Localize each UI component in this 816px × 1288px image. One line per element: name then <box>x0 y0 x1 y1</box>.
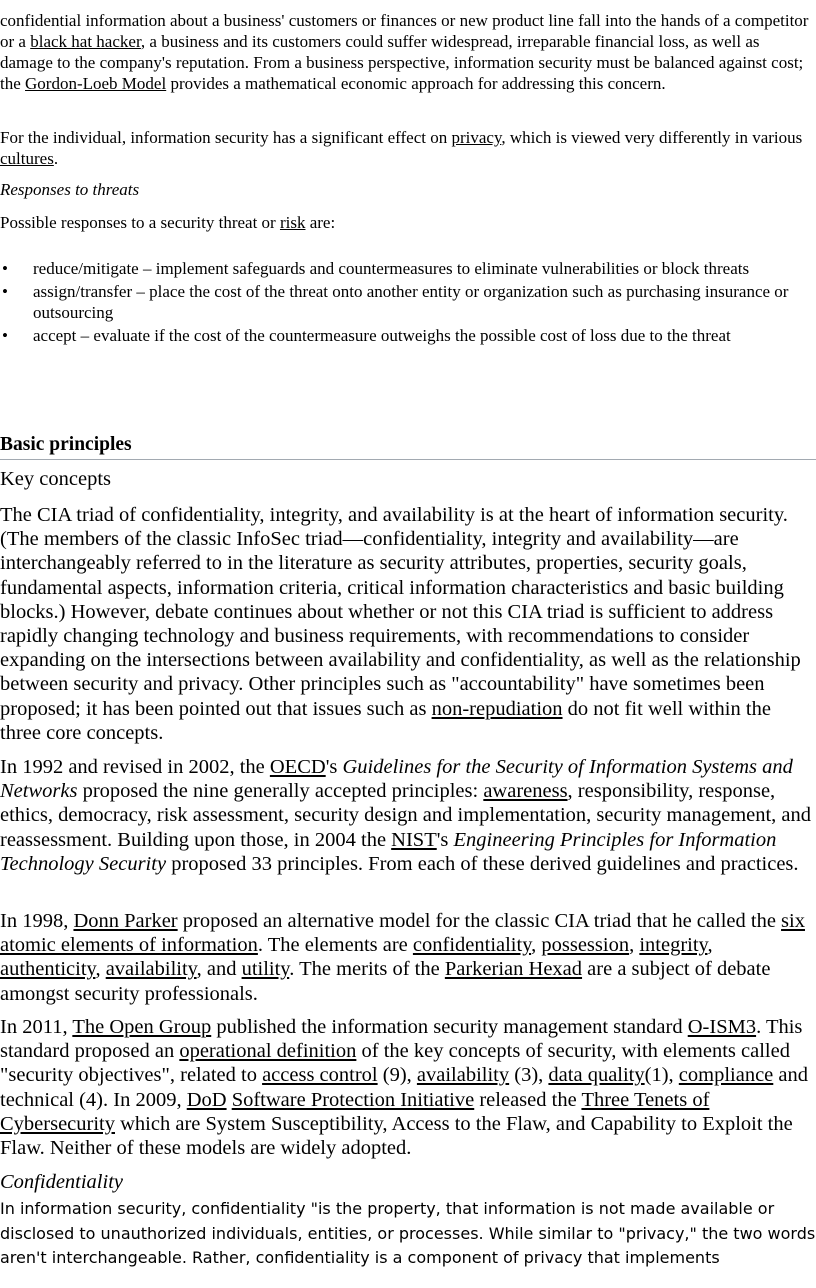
link-privacy[interactable]: privacy <box>451 128 502 147</box>
text-run: are a subject of debate amongst security professionals. <box>0 958 771 1005</box>
text-run: confidential information about a business' customers or finances or new product line fall into the hands of a competitor or a <box>0 11 809 51</box>
text-run: provides a mathematical economic approach for addressing this concern. <box>166 74 666 93</box>
text-run: 's <box>436 828 454 851</box>
link-confidentiality[interactable]: confidentiality <box>412 934 532 957</box>
text-run: proposed an alternative model for the classic CIA triad that he called the <box>177 910 782 932</box>
text-run: , a business and its customers could suffer widespread, irreparable financial loss, as well as damage to the company's reputation. From a business perspective, information security must be balanced against cost; the <box>0 32 804 93</box>
text-run: Possible responses to a security threat or <box>0 213 280 232</box>
responses-heading: Responses to threats <box>0 180 140 199</box>
responses-intro <box>0 212 335 233</box>
link-availability-2[interactable]: availability <box>416 1064 510 1087</box>
text-run: In 2011, <box>0 1016 73 1038</box>
link-six-atomic-elements[interactable]: six atomic elements of information <box>0 910 805 957</box>
intro-paragraph <box>0 10 816 94</box>
list-item-reduce: • reduce/mitigate – implement safeguards and countermeasures to eliminate vulnerabilities or block threats <box>0 258 816 279</box>
text-run: . <box>53 149 59 168</box>
text-run: , responsibility, response, ethics, democracy, risk assessment, security design and implementation, security management, and reassessment. Building upon those, in 2004 the <box>0 780 812 851</box>
individual-paragraph <box>0 127 816 169</box>
link-cultures[interactable]: cultures <box>0 149 54 168</box>
link-o-ism3[interactable]: O-ISM3 <box>687 1016 757 1038</box>
basic-principles-heading: Basic principles <box>0 433 816 460</box>
link-compliance[interactable]: compliance <box>678 1064 774 1087</box>
text-run: (3), <box>509 1064 549 1087</box>
text-run: , <box>95 958 106 981</box>
link-oecd[interactable]: OECD <box>269 756 326 778</box>
link-operational-definition[interactable]: operational definition <box>179 1040 357 1063</box>
link-three-tenets[interactable]: Three Tenets of Cybersecurity <box>0 1088 710 1135</box>
link-authenticity[interactable]: authenticity <box>0 958 96 981</box>
link-nist[interactable]: NIST <box>391 828 437 851</box>
text-run: For the individual, information security has a significant effect on <box>0 128 452 147</box>
text-run: released the <box>474 1088 582 1111</box>
text-run: In 1992 and revised in 2002, the <box>0 756 270 778</box>
text-run: which are System Susceptibility, Access to the Flaw, and Capability to Exploit the Flaw. Neither of these models are widely adopted. <box>0 1112 793 1160</box>
link-availability[interactable]: availability <box>105 958 197 981</box>
link-donn-parker[interactable]: Donn Parker <box>73 910 178 932</box>
link-data-quality[interactable]: data quality <box>548 1064 645 1087</box>
text-run: . This standard proposed an <box>0 1016 803 1063</box>
text-run: . The elements are <box>257 934 413 957</box>
cia-paragraph <box>0 503 816 745</box>
text-run: , <box>707 934 713 957</box>
link-awareness[interactable]: awareness <box>483 780 568 803</box>
responses-list <box>0 258 816 348</box>
link-gordon-loeb-model[interactable]: Gordon-Loeb Model <box>25 74 167 93</box>
link-parkerian-hexad[interactable]: Parkerian Hexad <box>444 958 583 981</box>
text-run: , which is viewed very differently in various <box>501 128 803 147</box>
text-run: do not fit well within the three core concepts. <box>0 697 771 744</box>
list-item-accept: • accept – evaluate if the cost of the countermeasure outweighs the possible cost of loss due to the threat <box>0 325 816 346</box>
link-risk[interactable]: risk <box>279 213 306 232</box>
text-run: , <box>531 934 542 957</box>
list-item-assign: • assign/transfer – place the cost of the threat onto another entity or organization such as purchasing insurance or outsourcing <box>0 281 816 323</box>
oecd-paragraph <box>0 755 816 876</box>
text-run: of the key concepts of security, with elements called "security objectives", related to <box>0 1040 790 1087</box>
text-run: proposed 33 principles. From each of these derived guidelines and practices. <box>166 852 799 875</box>
text-run: and technical (4). In 2009, <box>0 1064 809 1111</box>
link-possession[interactable]: possession <box>541 934 630 957</box>
link-dod[interactable]: DoD <box>186 1088 227 1111</box>
link-the-open-group[interactable]: The Open Group <box>72 1016 212 1038</box>
open-group-paragraph <box>0 1015 816 1160</box>
text-run: , and <box>196 958 242 981</box>
text-run: (1), <box>644 1064 679 1087</box>
text-run: (9), <box>377 1064 417 1087</box>
confidentiality-paragraph: In information security, confidentiality "is the property, that information is not made available or disclosed to unauthorized individuals, entities, or processes. While similar to "privacy," the two words aren't interchangeable. Rather, confidentiality is a component of privacy that implements <box>0 1199 816 1267</box>
parker-paragraph <box>0 909 816 1006</box>
text-run: are: <box>305 213 336 232</box>
link-black-hat-hacker[interactable]: black hat hacker <box>30 32 141 51</box>
title-engineering-principles: Engineering Principles for Information Technology Security <box>0 828 777 875</box>
key-concepts-heading: Key concepts <box>0 468 111 490</box>
text-run: proposed the nine generally accepted principles: <box>77 780 484 803</box>
link-non-repudiation[interactable]: non-repudiation <box>431 697 563 720</box>
text-run: In 1998, <box>0 910 74 932</box>
confidentiality-heading: Confidentiality <box>0 1171 123 1193</box>
link-software-protection-initiative[interactable]: Software Protection Initiative <box>231 1088 475 1111</box>
text-run: , <box>629 934 640 957</box>
link-integrity[interactable]: integrity <box>639 934 708 957</box>
text-run: The CIA triad of confidentiality, integrity, and availability is at the heart of information security. (The members of the classic InfoSec triad—confidentiality, integrity and availability—are interchangeably referred to in the literature as security attributes, properties, security goals, fundamental aspects, information criteria, critical information characteristics and basic building blocks.) However, debate continues about whether or not this CIA triad is sufficient to address rapidly changing technology and business requirements, with recommendations to consider expanding on the intersections between availability and confidentiality, as well as the relationship between security and privacy. Other principles such as "accountability" have sometimes been proposed; it has been pointed out that issues such as <box>0 504 801 720</box>
text-run: . The merits of the <box>289 958 445 981</box>
link-utility[interactable]: utility <box>241 958 290 981</box>
text-run: 's <box>325 756 343 778</box>
text-run: published the information security management standard <box>211 1016 688 1038</box>
link-access-control[interactable]: access control <box>262 1064 378 1087</box>
title-guidelines: Guidelines for the Security of Information Systems and Networks <box>0 756 793 803</box>
